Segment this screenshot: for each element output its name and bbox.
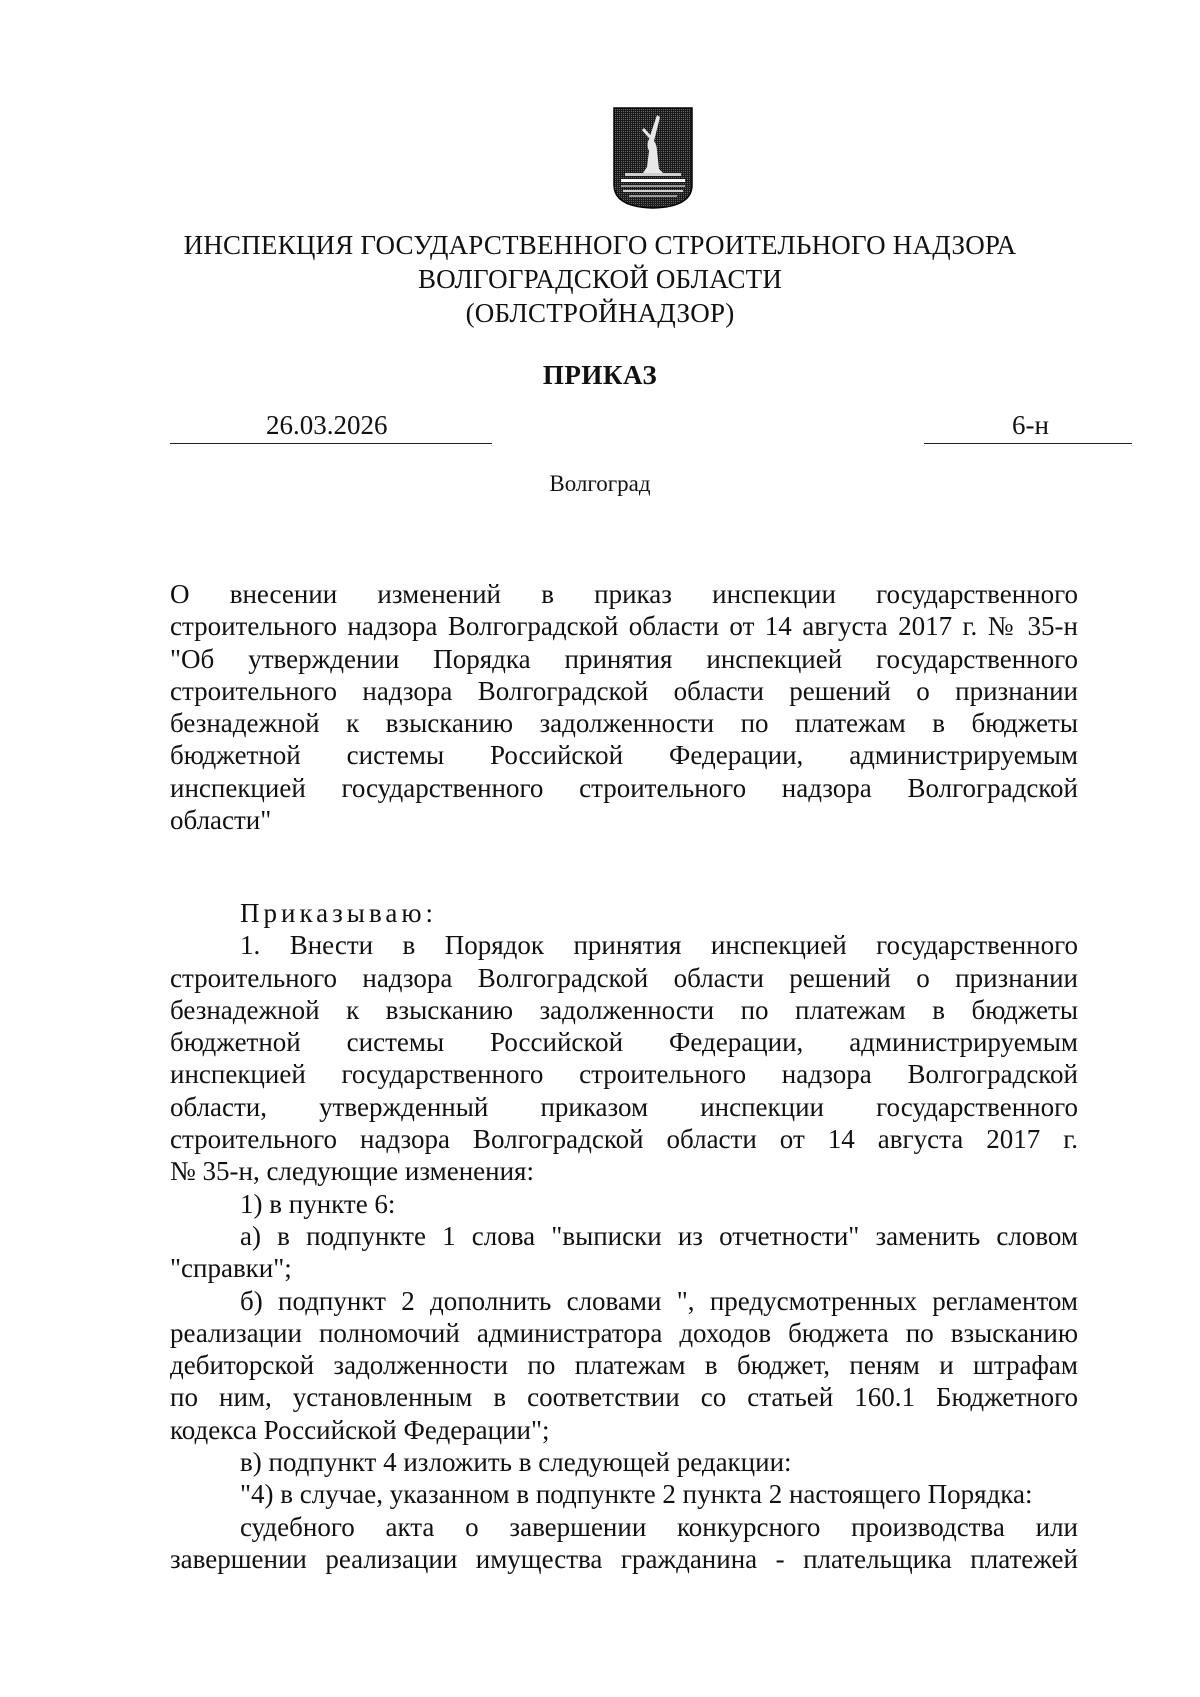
subject-line: "Об утверждении Порядка принятия инспекцией государственного [170, 643, 1078, 674]
body-line: строительного надзора Волгоградской области от 14 августа 2017 г. [170, 1124, 1078, 1155]
document-type: ПРИКАЗ [542, 360, 658, 390]
body-line: завершении реализации имущества гражданина - плательщика платежей [170, 1543, 1078, 1574]
body-line: области, утвержденный приказом инспекции государственного [170, 1091, 1078, 1122]
order-date: 26.03.2026 [266, 410, 388, 440]
body-line: безнадежной к взысканию задолженности по платежам в бюджеты [170, 994, 1078, 1025]
body-line: судебного акта о завершении конкурсного производства или [240, 1511, 1078, 1542]
org-line: ИНСПЕКЦИЯ ГОСУДАРСТВЕННОГО СТРОИТЕЛЬНОГО НАДЗОРА [183, 230, 1017, 260]
body-line: "справки"; [170, 1253, 292, 1284]
order-body [170, 897, 1078, 1575]
body-line: реализации полномочий администратора доходов бюджета по взысканию [170, 1317, 1078, 1348]
body-line: 1) в пункте 6: [240, 1188, 396, 1219]
body-line: строительного надзора Волгоградской области решений о признании [170, 962, 1078, 993]
order-number-field [924, 411, 1132, 444]
subject-line: безнадежной к взысканию задолженности по платежам в бюджеты [170, 708, 1078, 739]
coat-of-arms-emblem [613, 107, 693, 209]
subject-line: строительного надзора Волгоградской области решений о признании [170, 675, 1078, 706]
body-line: бюджетной системы Российской Федерации, администрируемым [170, 1027, 1078, 1058]
order-directive: Приказываю: [240, 898, 437, 928]
body-line: а) в подпункте 1 слова "выписки из отчетности" заменить словом [240, 1220, 1078, 1251]
body-line: № 35-н, следующие изменения: [170, 1156, 534, 1187]
organization-title [150, 228, 1050, 330]
subject-line: бюджетной системы Российской Федерации, администрируемым [170, 740, 1078, 771]
subject-line: строительного надзора Волгоградской области от 14 августа 2017 г. № 35-н [170, 611, 1078, 642]
body-line: инспекцией государственного строительного надзора Волгоградской [170, 1059, 1078, 1090]
coat-of-arms-icon [613, 107, 693, 209]
order-date-field [170, 411, 492, 444]
org-line: (ОБЛСТРОЙНАДЗОР) [465, 298, 735, 328]
org-line: ВОЛГОГРАДСКОЙ ОБЛАСТИ [417, 264, 783, 294]
order-subject [170, 578, 1078, 836]
subject-line: О внесении изменений в приказ инспекции государственного [170, 579, 1078, 609]
body-line: 1. Внести в Порядок принятия инспекцией государственного [240, 930, 1078, 961]
subject-line: инспекцией государственного строительного надзора Волгоградской [170, 772, 1078, 803]
order-number: 6-н [1012, 410, 1049, 440]
body-line: кодекса Российской Федерации"; [170, 1414, 550, 1445]
body-line: в) подпункт 4 изложить в следующей редакции: [240, 1447, 792, 1478]
body-line: по ним, установленным в соответствии со статьей 160.1 Бюджетного [170, 1382, 1078, 1413]
body-line: б) подпункт 2 дополнить словами ", предусмотренных регламентом [240, 1285, 1078, 1316]
body-line: "4) в случае, указанном в подпункте 2 пункта 2 настоящего Порядка: [240, 1479, 1033, 1510]
city: Волгоград [549, 471, 651, 496]
body-line: дебиторской задолженности по платежам в бюджет, пеням и штрафам [170, 1350, 1078, 1381]
subject-line: области" [170, 805, 272, 836]
